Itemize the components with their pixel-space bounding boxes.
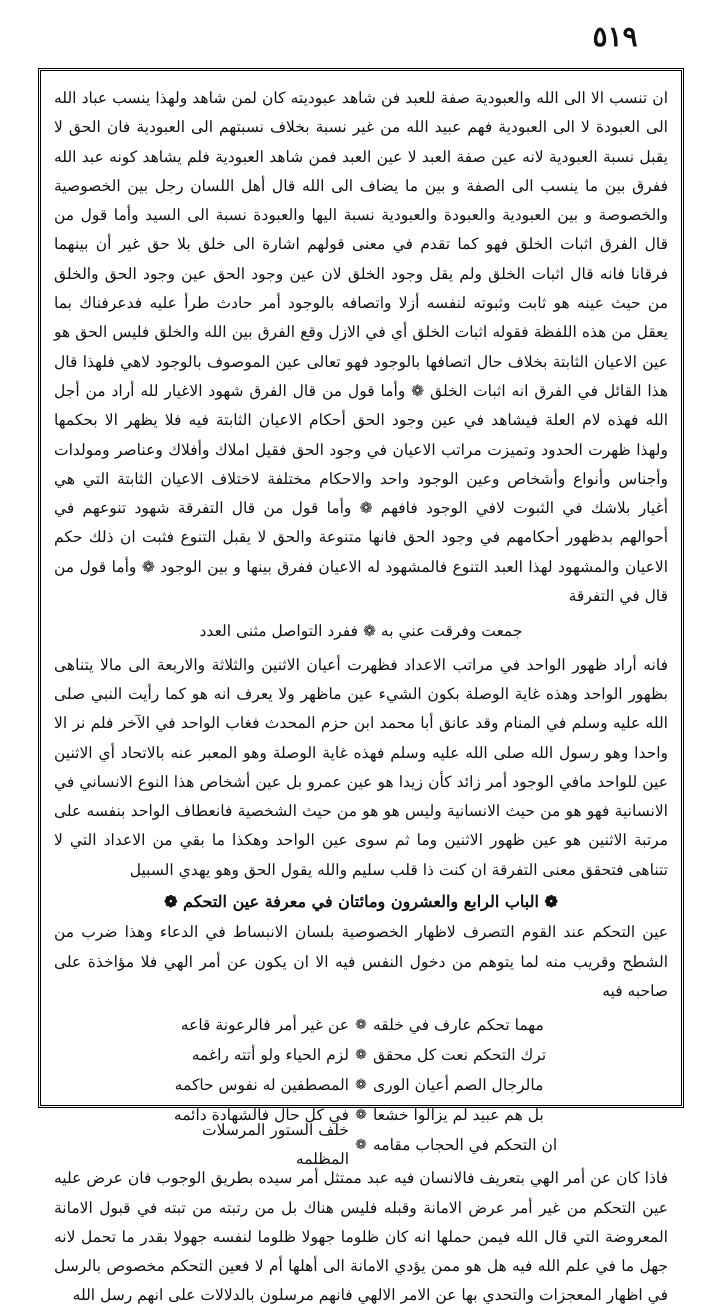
page-number: ٥١٩ [592,20,638,53]
verse-separator-icon: ❁ [355,1106,367,1123]
verse-row [54,1010,668,1040]
hemistich-second: عن غير أمر فالرعونة قاعه [180,1015,349,1034]
paragraph: فاذا كان عن أمر الهي بتعريف فالانسان فيه عبد ممتثل أمر سيده بطريق الوجوب فان عرض عليه عين التحكم من غير أمر عرض الامانة وقبله فليس هناك بل من رتبته من تبته في قبول الامانة المعروضة التي قال الله فيمن حملها انه كان ظلوما جهولا ظلوما لنفسه جهولا بقدر ما تحمل لانه جهل ما في علم الله فيه هل هو ممن يؤدي الامانة الى أهلها أم لا فعين التحكم مخصوص بالرسل في اظهار المعجزات والتحدي بها عن الامر الالهي فانهم مرسلون بالدلالات على انهم رسل الله [54,1169,668,1305]
paragraph: ان تنسب الا الى الله والعبودية صفة للعبد فن شاهد عبوديته كان لمن شاهد ولهذا ينسب عباد الله الى العبودة لا الى العبودية فهم عبيد الله من غير نسبة بخلاف نسبتهم الى العبودية فان الحق لا يقبل نسبة العبودية لانه عين صفة العبد لا عين العبد فمن شاهد العبودية فلم يشاهد كونه عبد الله ففرق بين ما ينسب الى الصفة و بين ما يضاف الى الله قال أهل اللسان رجل بين الخصوصية والخصوصة و بين العبودية والعبودة والعبودية نسبة اليها والعبودة نسبة الى السيد وأما قول من قال الفرق اثبات الخلق فهو كما تقدم في معنى قولهم اشارة الى خلق بلا حق غير أن بينهما فرقانا فانه قال اثبات الخلق ولم يقل وجود الخلق لان عين وجود الحق عين وجود الحق والخلق من حيث عينه هو ثابت وثبوته لنفسه أزلا واتصافه بالوجود أمر حادث طرأ عليه فدعرفناك بما يعقل من هذه اللفظة فقوله اثبات الخلق أي في الازل وقع الفرق بين الله والخلق فليس الحق هو عين الاعيان الثابتة بخلاف حال اتصافها بالوجود فهو تعالى عين الموصوف بالوجود لاهي فلهذا قال هذا القائل في الفرق انه اثبات الخلق ❁ وأما قول من قال الفرق شهود الاغيار لله أراد من أجل الله فهذه لام العلة فيشاهد في عين وجود الحق أحكام الاعيان الثابتة فيه فلا يظهر الا بحكمها ولهذا ظهرت الحدود وتميزت مراتب الاعيان في وجود الحق فقيل املاك وأفلاك وعناصر ومولدات وأجناس وأنواع وأشخاص وعين الوجود واحد والاحكام مختلفة لاختلاف الاعيان الثابتة التي هي أغيار بلاشك في الثبوت لافي الوجود فافهم ❁ وأما قول من قال التفرقة شهود تنوعهم في أحوالهم بدظهور أحكامهم في وجود الحق فانها متنوعة والحق لا يقبل التنوع فثبت ان ذلك حكم الاعيان والمشهود لهذا العبد التنوع فالمشهود له الاعيان ففرق بينها و بين الوجود ❁ وأما قول من قال في التفرقة [54,89,668,606]
verse-row [54,1070,668,1100]
hemistich-second: المصطفين له نفوس حاكمه [174,1075,349,1094]
hemistich-second: في كل حال فالشهادة دائمه [173,1105,349,1124]
verse-separator-icon: ❁ [355,1136,367,1153]
verse-couplet: جمعت وفرقت عني به ❁ ففرد التواصل مثنى العدد [199,622,523,641]
hemistich-first: مهما تحكم عارف في خلقه [373,1015,544,1034]
hemistich-second: لزم الحياء ولو أتته راغمه [191,1045,349,1064]
poem [54,1010,668,1169]
verse-row [54,1040,668,1070]
chapter-heading: ❁ الباب الرابع والعشرون ومائتان في معرفة عين التحكم ❁ [164,892,558,912]
verse-separator-icon: ❁ [355,1016,367,1033]
paragraph: فانه أراد ظهور الواحد في مراتب الاعداد فظهرت أعيان الاثنين والثلاثة والاربعة الى مالا يتناهى بظهور الواحد وهذه غاية الوصلة بكون الشيء عين ماظهر ولا يعرف انه هو كما رأيت النبي صلى الله عليه وسلم في المنام وقد عانق أبا محمد ابن حزم المحدث فغاب الواحد في الآخر فلم نر الا واحدا وهو رسول الله صلى الله عليه وسلم فهذه غاية الوصلة وهو المعبر عنه بالاتحاد أي الاثنين عين للواحد مافي الوجود أمر زائد كأن زيدا هو عين عمرو بل عين أشخاص هذا النوع الانساني في الانسانية فهو هو من حيث الانسانية وليس هو هو من حيث الشخصية فانعطاف الواحد بنفسه على مرتبة الاثنين هو عين ظهور الاثنين وما ثم سوى عين الواحد وهكذا ما بقي من الاعداد التي لا تتناهى فتحقق معنى التفرقة ان كنت ذا قلب سليم والله يقول الحق وهو يهدي السبيل [54,655,668,879]
text-body [54,84,668,1305]
hemistich-first: ان التحكم في الحجاب مقامه [373,1135,558,1154]
hemistich-first: بل هم عبيد لم يزالوا خشعا [373,1105,544,1124]
paragraph: عين التحكم عند القوم التصرف لاظهار الخصوصية بلسان الانبساط في الدعاء وهذا ضرب من الشطح وقريب منه لما يتوهم من دخول النفس فيه الا ان يكون عن أمر الهي فلا مؤاخذة على صاحبه فيه [54,923,668,1000]
verse-separator-icon: ❁ [355,1046,367,1063]
verse-row [54,1120,668,1169]
verse-separator-icon: ❁ [355,1076,367,1093]
hemistich-second: خلف الستور المرسلات المظلمه [201,1120,349,1169]
hemistich-first: ترك التحكم نعت كل محقق [373,1045,547,1064]
hemistich-first: مالرجال الصم أعيان الورى [373,1075,544,1094]
